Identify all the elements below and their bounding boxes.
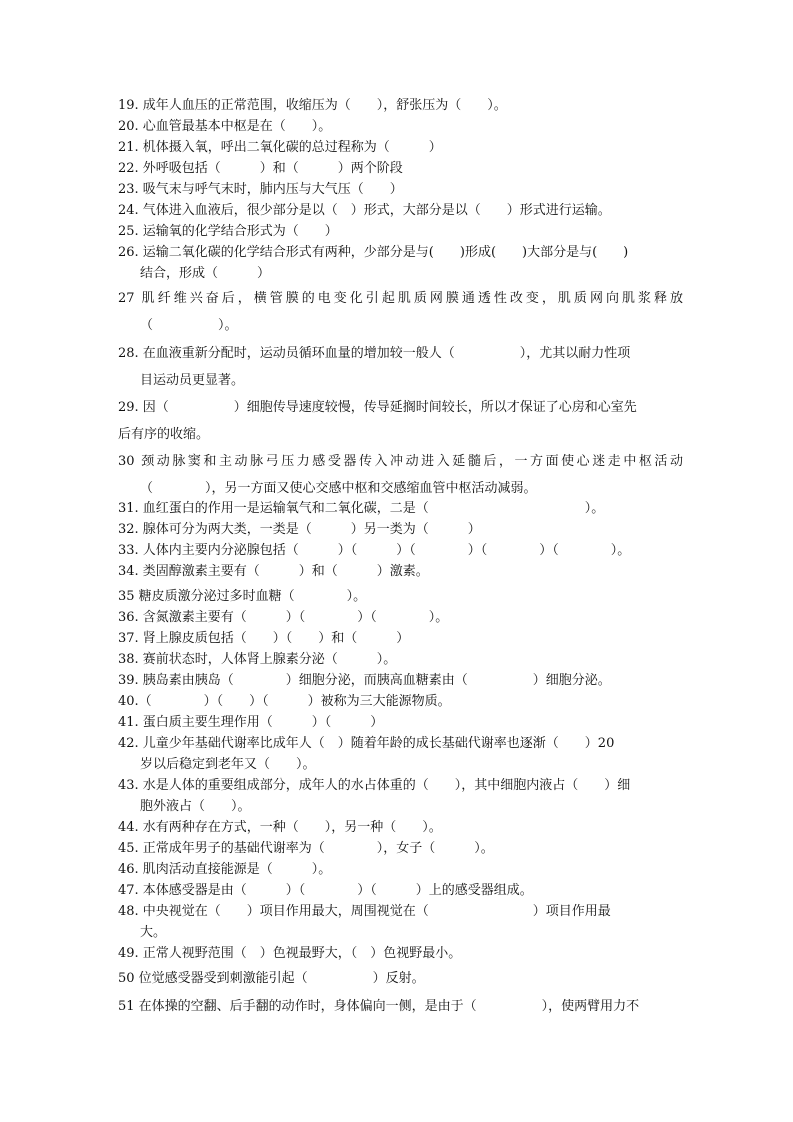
question-37: 37. 肾上腺皮质包括（ ）（ ）和（ ） bbox=[118, 631, 410, 646]
question-43-continuation: 胞外液占（ ）。 bbox=[140, 799, 251, 814]
question-51: 51 在体操的空翻、后手翻的动作时，身体偏向一侧，是由于（ ），使两臂用力不 bbox=[118, 999, 640, 1014]
question-30-continuation: （ ），另一方面又使心交感中枢和交感缩血管中枢活动减弱。 bbox=[140, 481, 537, 496]
question-32: 32. 腺体可分为两大类，一类是（ ）另一类为（ ） bbox=[118, 522, 481, 537]
question-27: 27 肌纤维兴奋后，横管膜的电变化引起肌质网膜通透性改变，肌质网向肌浆释放 bbox=[118, 291, 683, 306]
question-36: 36. 含氮激素主要有（ ）（ ）（ ）。 bbox=[118, 610, 449, 625]
question-42-continuation: 岁以后稳定到老年又（ ）。 bbox=[140, 757, 316, 772]
question-35: 35 糖皮质激分泌过多时血糖（ ）。 bbox=[118, 589, 367, 604]
question-47: 47. 本体感受器是由（ ）（ ）（ ）上的感受器组成。 bbox=[118, 883, 533, 898]
question-19: 19. 成年人血压的正常范围，收缩压为（ ），舒张压为（ ）。 bbox=[118, 98, 507, 113]
question-26: 26. 运输二氧化碳的化学结合形式有两种，少部分是与( )形成( )大部分是与( ) bbox=[118, 245, 629, 260]
question-45: 45. 正常成年男子的基础代谢率为（ ），女子（ ）。 bbox=[118, 841, 494, 856]
question-34: 34. 类固醇激素主要有（ ）和（ ）激素。 bbox=[118, 564, 429, 579]
question-49: 49. 正常人视野范围（ ）色视最野大，（ ）色视野最小。 bbox=[118, 946, 462, 961]
question-28: 28. 在血液重新分配时，运动员循环血量的增加较一般人（ ），尤其以耐力性项 bbox=[118, 346, 631, 361]
question-22: 22. 外呼吸包括（ ）和（ ）两个阶段 bbox=[118, 161, 403, 176]
question-50: 50 位觉感受器受到刺激能引起（ ）反射。 bbox=[118, 971, 425, 986]
question-20: 20. 心血管最基本中枢是在（ ）。 bbox=[118, 119, 332, 134]
question-21: 21. 机体摄入氧，呼出二氧化碳的总过程称为（ ） bbox=[118, 140, 442, 155]
question-29-continuation: 后有序的收缩。 bbox=[118, 427, 210, 442]
question-41: 41. 蛋白质主要生理作用（ ）（ ） bbox=[118, 715, 384, 730]
question-48-continuation: 大。 bbox=[140, 925, 167, 940]
question-30: 30 颈动脉窦和主动脉弓压力感受器传入冲动进入延髓后，一方面使心迷走中枢活动 bbox=[118, 454, 683, 469]
question-33: 33. 人体内主要内分泌腺包括（ ）（ ）（ ）（ ）（ ）。 bbox=[118, 543, 631, 558]
question-24: 24. 气体进入血液后，很少部分是以（ ）形式，大部分是以（ ）形式进行运输。 bbox=[118, 203, 611, 218]
question-31: 31. 血红蛋白的作用一是运输氧气和二氧化碳，二是（ ）。 bbox=[118, 501, 605, 516]
question-40: 40.（ ）（ ）（ ）被称为三大能源物质。 bbox=[118, 694, 451, 709]
question-43: 43. 水是人体的重要组成部分，成年人的水占体重的（ ），其中细胞内液占（ ）细 bbox=[118, 778, 631, 793]
question-46: 46. 肌肉活动直接能源是（ ）。 bbox=[118, 862, 332, 877]
question-39: 39. 胰岛素由胰岛（ ）细胞分泌，而胰高血糖素由（ ）细胞分泌。 bbox=[118, 673, 611, 688]
question-27-continuation: （ ）。 bbox=[140, 318, 238, 333]
question-44: 44. 水有两种存在方式，一种（ ），另一种（ ）。 bbox=[118, 820, 442, 835]
question-29: 29. 因（ ）细胞传导速度较慢，传导延搁时间较长，所以才保证了心房和心室先 bbox=[118, 400, 637, 415]
question-23: 23. 吸气末与呼气末时，肺内压与大气压（ ） bbox=[118, 182, 403, 197]
question-28-continuation: 目运动员更显著。 bbox=[140, 373, 245, 388]
question-48: 48. 中央视觉在（ ）项目作用最大，周围视觉在（ ）项目作用最 bbox=[118, 904, 611, 919]
question-42: 42. 儿童少年基础代谢率比成年人（ ）随着年龄的成长基础代谢率也逐渐（ ）20 bbox=[118, 736, 615, 751]
question-25: 25. 运输氧的化学结合形式为（ ） bbox=[118, 224, 338, 239]
question-26-continuation: 结合，形成（ ） bbox=[140, 266, 271, 281]
question-38: 38. 赛前状态时，人体肾上腺素分泌（ ）。 bbox=[118, 652, 397, 667]
